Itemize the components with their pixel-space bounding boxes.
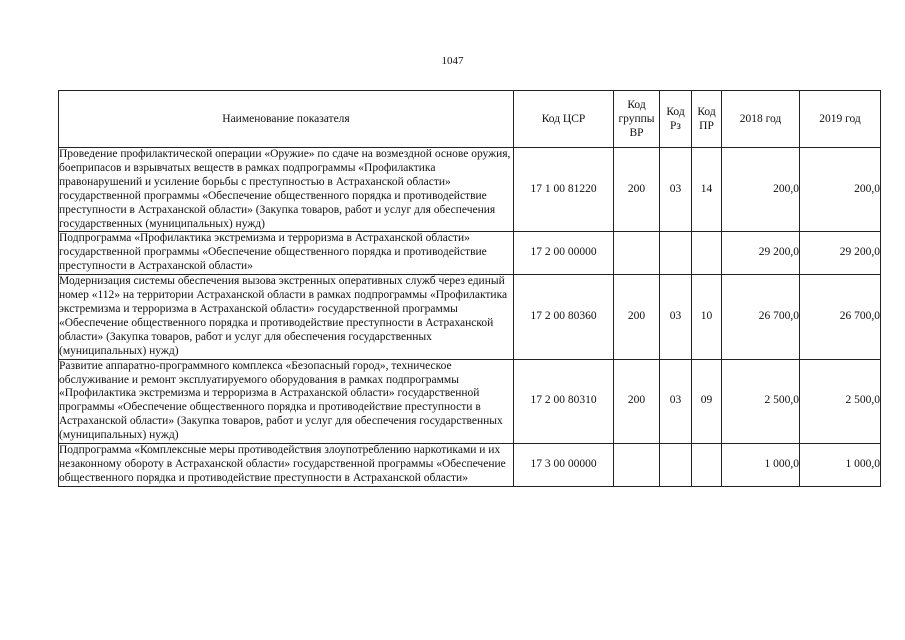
table-header-row xyxy=(59,91,881,148)
row-rz: 03 xyxy=(660,275,692,359)
row-vr: 200 xyxy=(614,148,660,232)
row-2019: 29 200,0 xyxy=(800,232,881,275)
table-row xyxy=(59,148,881,232)
page-number: 1047 xyxy=(441,55,464,67)
row-csr: 17 1 00 81220 xyxy=(514,148,614,232)
row-pr: 09 xyxy=(692,359,722,443)
row-rz xyxy=(660,444,692,487)
row-csr: 17 2 00 00000 xyxy=(514,232,614,275)
row-pr xyxy=(692,232,722,275)
row-2018: 1 000,0 xyxy=(722,444,800,487)
row-pr: 10 xyxy=(692,275,722,359)
row-2019: 1 000,0 xyxy=(800,444,881,487)
row-name: Развитие аппаратно-программного комплекса «Безопасный город», техническое обслуживание и ремонт эксплуатируемого оборудования в рамках подпрограммы «Профилактика экстремизма и терроризма в Астраханской области» государственной программы «Обеспечение общественного порядка и противодействие преступности в Астраханской области» (Закупка товаров, работ и услуг для обеспечения государственных (муниципальных) нужд) xyxy=(59,359,514,443)
table-row xyxy=(59,444,881,487)
header-csr: Код ЦСР xyxy=(514,91,614,148)
header-pr: Код ПР xyxy=(692,91,722,148)
row-csr: 17 3 00 00000 xyxy=(514,444,614,487)
table-row xyxy=(59,275,881,359)
header-name: Наименование показателя xyxy=(59,91,514,148)
row-2019: 2 500,0 xyxy=(800,359,881,443)
row-name: Подпрограмма «Комплексные меры противодействия злоупотреблению наркотиками и их незаконному обороту в Астраханской области» государственной программы «Обеспечение общественного порядка и противодействие преступности в Астраханской области» xyxy=(59,444,514,487)
row-2018: 26 700,0 xyxy=(722,275,800,359)
row-vr xyxy=(614,444,660,487)
row-name: Проведение профилактической операции «Оружие» по сдаче на возмездной основе оружия, боеприпасов и взрывчатых веществ в рамках подпрограммы «Профилактика правонарушений и усиление борьбы с преступностью в Астраханской области» государственной программы «Обеспечение общественного порядка и противодействие преступности в Астраханской области» (Закупка товаров, работ и услуг для обеспечения государственных (муниципальных) нужд) xyxy=(59,148,514,232)
table-row xyxy=(59,359,881,443)
row-vr: 200 xyxy=(614,359,660,443)
header-vr: Код группы ВР xyxy=(614,91,660,148)
row-csr: 17 2 00 80310 xyxy=(514,359,614,443)
row-rz xyxy=(660,232,692,275)
row-rz: 03 xyxy=(660,359,692,443)
header-2019: 2019 год xyxy=(800,91,881,148)
row-pr xyxy=(692,444,722,487)
row-2018: 2 500,0 xyxy=(722,359,800,443)
row-2019: 200,0 xyxy=(800,148,881,232)
header-rz: Код Рз xyxy=(660,91,692,148)
row-2018: 29 200,0 xyxy=(722,232,800,275)
row-2018: 200,0 xyxy=(722,148,800,232)
row-vr: 200 xyxy=(614,275,660,359)
header-2018: 2018 год xyxy=(722,91,800,148)
table-row xyxy=(59,232,881,275)
row-csr: 17 2 00 80360 xyxy=(514,275,614,359)
budget-table xyxy=(58,90,881,487)
row-rz: 03 xyxy=(660,148,692,232)
row-name: Модернизация системы обеспечения вызова экстренных оперативных служб через единый номер «112» на территории Астраханской области в рамках подпрограммы «Профилактика экстремизма и терроризма в Астраханской области» государственной программы «Обеспечение общественного порядка и противодействие преступности в Астраханской области» (Закупка товаров, работ и услуг для обеспечения государственных (муниципальных) нужд) xyxy=(59,275,514,359)
row-vr xyxy=(614,232,660,275)
row-name: Подпрограмма «Профилактика экстремизма и терроризма в Астраханской области» государственной программы «Обеспечение общественного порядка и противодействие преступности в Астраханской области» xyxy=(59,232,514,275)
row-pr: 14 xyxy=(692,148,722,232)
row-2019: 26 700,0 xyxy=(800,275,881,359)
